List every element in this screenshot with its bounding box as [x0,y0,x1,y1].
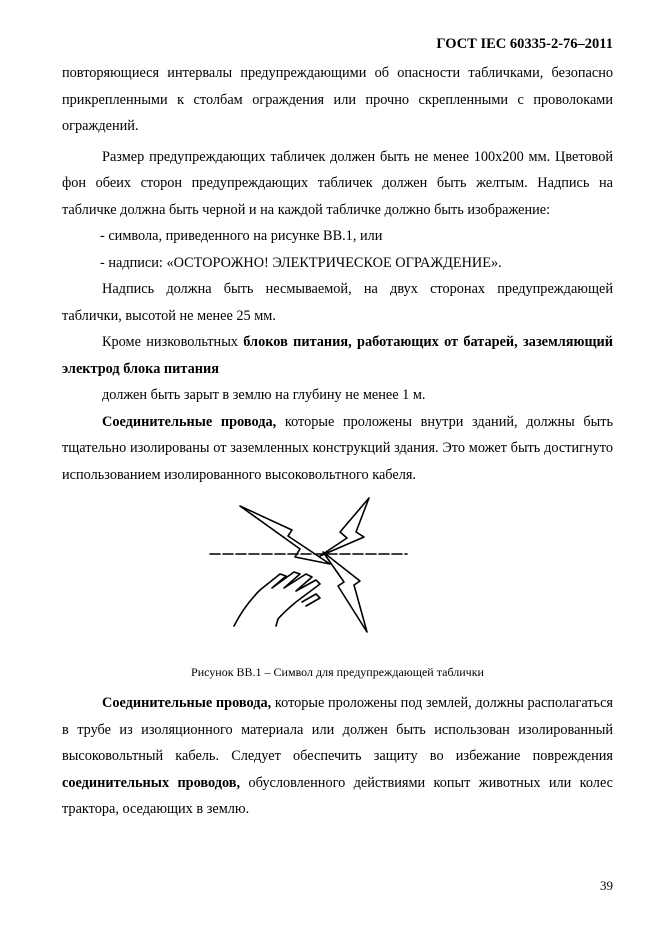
warning-symbol-icon [62,494,613,662]
indoor-leads-term: Соединительные провода, [102,413,277,430]
document-body [62,60,613,823]
paragraph-underground-leads [62,690,613,823]
list-item-symbol: - символа, приведенного на рисунке ВВ.1, или [100,228,383,244]
paragraph-inscription-durability: Надпись должна быть несмываемой, на двух сторонах предупреждающей таблички, высотой не менее 25 мм. [62,281,613,324]
page-number: 39 [600,878,613,893]
underground-leads-text: которые проложены под землей, должны располагаться в трубе из изоляционного материала или должен быть использован изолированный высоковольтный кабель. Следует обеспечить защиту во избежание повреждения [62,695,613,764]
earth-electrode-term: блоков питания, работающих от батарей, заземляющий электрод блока питания [62,334,613,377]
figure-caption: Рисунок ВВ.1 – Символ для предупреждающей таблички [191,665,484,679]
list-item-inscription: - надписи: «ОСТОРОЖНО! ЭЛЕКТРИЧЕСКОЕ ОГРАЖДЕНИЕ». [100,254,502,271]
paragraph-earth-electrode [62,329,613,382]
connecting-leads-term: соединительных проводов, [62,774,241,791]
paragraph-sign-size: Размер предупреждающих табличек должен быть не менее 100х200 мм. Цветовой фон обеих сторон предупреждающих табличек должен быть желтым. Надпись на табличке должна быть черной и на каждой табличке должно быть изображение: [62,148,613,218]
standard-header: ГОСТ IEC 60335-2-76–2011 [436,36,613,52]
earth-electrode-text: Кроме низковольтных [102,334,244,350]
underground-leads-ending: обусловленного действиями копыт животных или колес трактора, оседающих в землю. [62,774,613,817]
paragraph-continuation: повторяющиеся интервалы предупреждающими об опасности табличками, безопасно прикрепленными к столбам ограждения или прочно скрепленными с проволоками ограждений. [62,65,613,134]
paragraph-burial-depth: должен быть зарыт в землю на глубину не менее 1 м. [102,387,426,403]
underground-leads-term: Соединительные провода, [102,695,272,711]
indoor-leads-text: которые проложены внутри зданий, должны быть тщательно изолированы от заземленных конструкций здания. Это может быть достигнуто использованием изолированного высоковольтного кабеля. [62,413,614,483]
paragraph-indoor-leads [62,409,613,489]
figure-warning-symbol [62,494,613,662]
